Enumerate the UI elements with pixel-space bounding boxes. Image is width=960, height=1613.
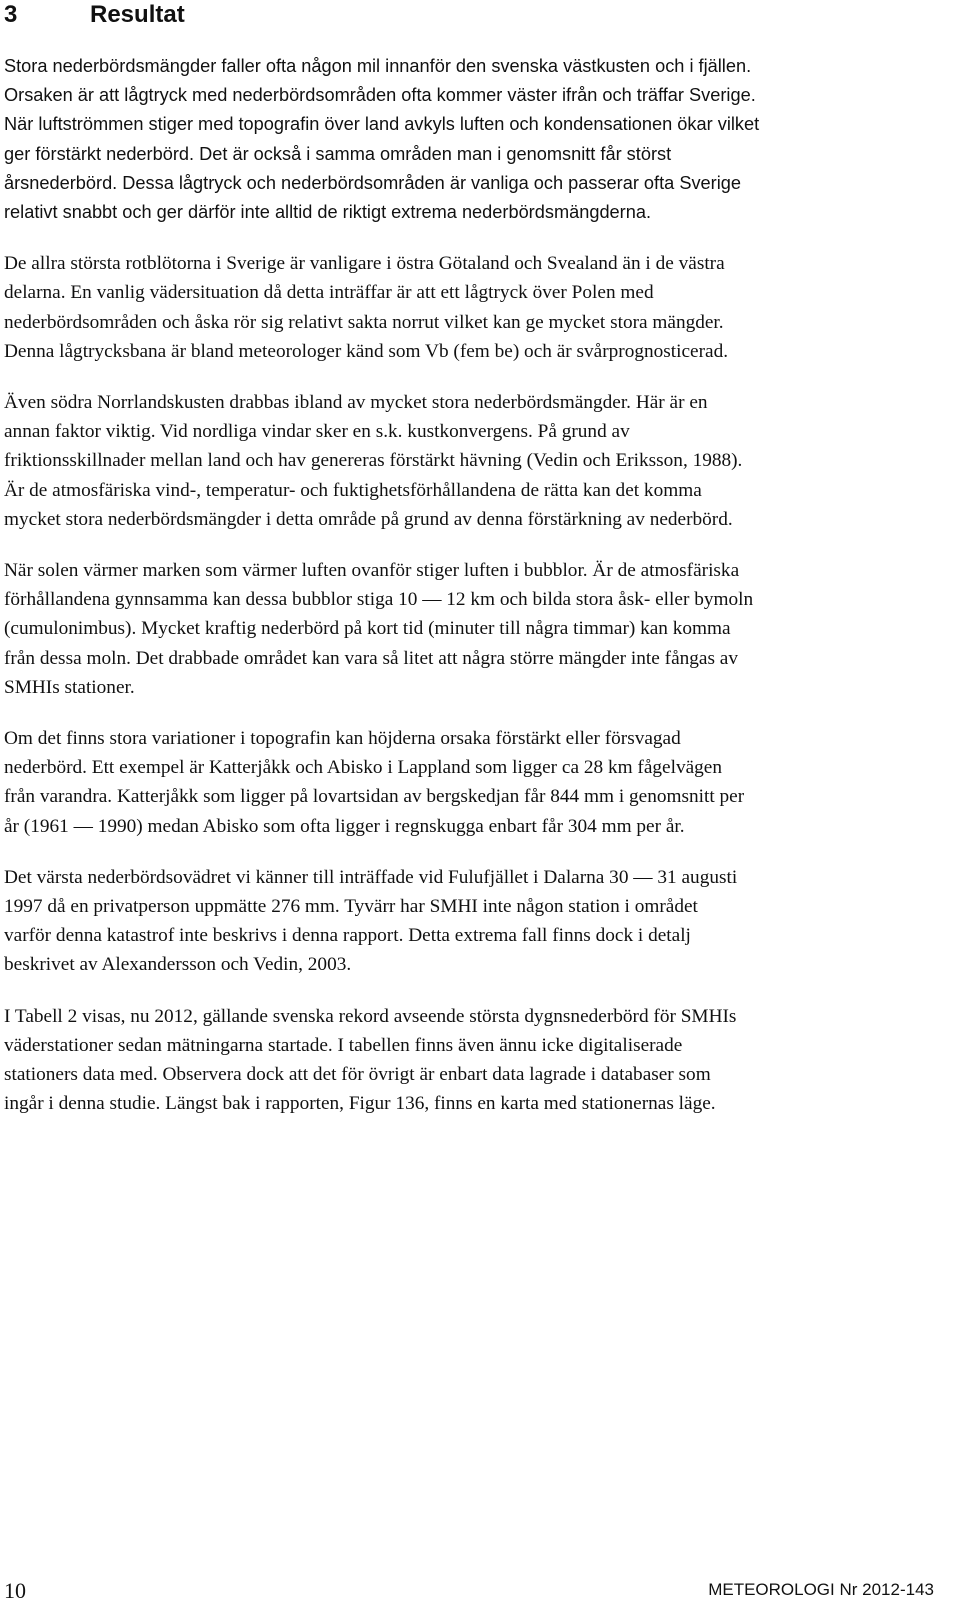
text-line: (cumulonimbus). Mycket kraftig nederbörd på kort tid (minuter till några timmar) kan komma bbox=[4, 618, 731, 640]
text-line: beskrivet av Alexandersson och Vedin, 2003. bbox=[4, 954, 352, 976]
text-line: annan faktor viktig. Vid nordliga vindar sker en s.k. kustkonvergens. På grund av bbox=[4, 421, 630, 443]
text-line: Det värsta nederbördsovädret vi känner till inträffade vid Fulufjället i Dalarna 30 — 31 augusti bbox=[4, 866, 738, 888]
paragraph-3 bbox=[4, 388, 954, 534]
text-line: årsnederbörd. Dessa lågtryck och nederbördsområden är vanliga och passerar ofta Sverige bbox=[4, 172, 741, 193]
paragraph-2 bbox=[4, 249, 954, 366]
text-line: stationers data med. Observera dock att det för övrigt är enbart data lagrade i databaser som bbox=[4, 1064, 711, 1086]
paragraph-4 bbox=[4, 556, 954, 702]
text-line: från varandra. Katterjåkk som ligger på lovartsidan av bergskedjan får 844 mm i genomsnitt per bbox=[4, 786, 745, 808]
section-heading bbox=[4, 0, 185, 30]
section-title: Resultat bbox=[90, 1, 185, 28]
text-line: SMHIs stationer. bbox=[4, 676, 135, 698]
text-line: nederbörd. Ett exempel är Katterjåkk och Abisko i Lappland som ligger ca 28 km fågelvägen bbox=[4, 757, 722, 779]
text-line: ingår i denna studie. Längst bak i rapporten, Figur 136, finns en karta med stationernas läge. bbox=[4, 1093, 716, 1115]
text-line: Är de atmosfäriska vind-, temperatur- och fuktighetsförhållandena de rätta kan det komma bbox=[4, 479, 702, 501]
text-line: När solen värmer marken som värmer luften ovanför stiger luften i bubblor. Är de atmosfäriska bbox=[4, 560, 740, 582]
text-line: Denna lågtrycksbana är bland meteorologer känd som Vb (fem be) och är svårprognosticerad. bbox=[4, 340, 729, 362]
text-line: De allra största rotblötorna i Sverige är vanligare i östra Götaland och Svealand än i de västra bbox=[4, 253, 725, 275]
paragraph-6 bbox=[4, 863, 954, 980]
text-line: friktionsskillnader mellan land och hav genereras förstärkt hävning (Vedin och Eriksson, 1988). bbox=[4, 450, 743, 472]
body-text bbox=[4, 52, 954, 1141]
text-line: Om det finns stora variationer i topografin kan höjderna orsaka förstärkt eller försvagad bbox=[4, 728, 681, 750]
text-line: från dessa moln. Det drabbade området kan vara så litet att några större mängder inte fångas av bbox=[4, 647, 738, 669]
paragraph-5 bbox=[4, 724, 954, 841]
text-line: delarna. En vanlig vädersituation då detta inträffar är att ett lågtryck över Polen med bbox=[4, 282, 654, 304]
paragraph-1 bbox=[4, 52, 954, 227]
text-line: I Tabell 2 visas, nu 2012, gällande svenska rekord avseende största dygnsnederbörd för SMHIs bbox=[4, 1005, 737, 1027]
text-line: Orsaken är att lågtryck med nederbördsområden ofta kommer väster ifrån och träffar Sverige. bbox=[4, 85, 756, 106]
text-line: mycket stora nederbördsmängder i detta område på grund av denna förstärkning av nederbörd. bbox=[4, 508, 733, 530]
text-line: år (1961 — 1990) medan Abisko som ofta ligger i regnskugga enbart får 304 mm per år. bbox=[4, 815, 685, 837]
text-line: När luftströmmen stiger med topografin över land avkyls luften och kondensationen ökar vilket bbox=[4, 114, 760, 135]
text-line: Även södra Norrlandskusten drabbas ibland av mycket stora nederbördsmängder. Här är en bbox=[4, 392, 708, 414]
text-line: varför denna katastrof inte beskrivs i denna rapport. Detta extrema fall finns dock i detalj bbox=[4, 925, 691, 947]
text-line: relativt snabbt och ger därför inte alltid de riktigt extrema nederbördsmängderna. bbox=[4, 202, 652, 223]
text-line: väderstationer sedan mätningarna startade. I tabellen finns även ännu icke digitaliserade bbox=[4, 1034, 683, 1056]
page-number: 10 bbox=[4, 1578, 26, 1603]
paragraph-7 bbox=[4, 1002, 954, 1119]
page-footer bbox=[0, 1576, 960, 1606]
text-line: nederbördsområden och åska rör sig relativt sakta norrut vilket kan ge mycket stora mängder. bbox=[4, 311, 724, 333]
text-line: 1997 då en privatperson uppmätte 276 mm. Tyvärr har SMHI inte någon station i området bbox=[4, 896, 698, 918]
report-id: METEOROLOGI Nr 2012-143 bbox=[708, 1580, 934, 1599]
text-line: ger förstärkt nederbörd. Det är också i samma områden man i genomsnitt får störst bbox=[4, 143, 672, 164]
text-line: Stora nederbördsmängder faller ofta någon mil innanför den svenska västkusten och i fjällen. bbox=[4, 56, 752, 76]
text-line: förhållandena gynnsamma kan dessa bubblor stiga 10 — 12 km och bilda stora åsk- eller bymoln bbox=[4, 589, 754, 611]
section-number: 3 bbox=[4, 1, 18, 28]
